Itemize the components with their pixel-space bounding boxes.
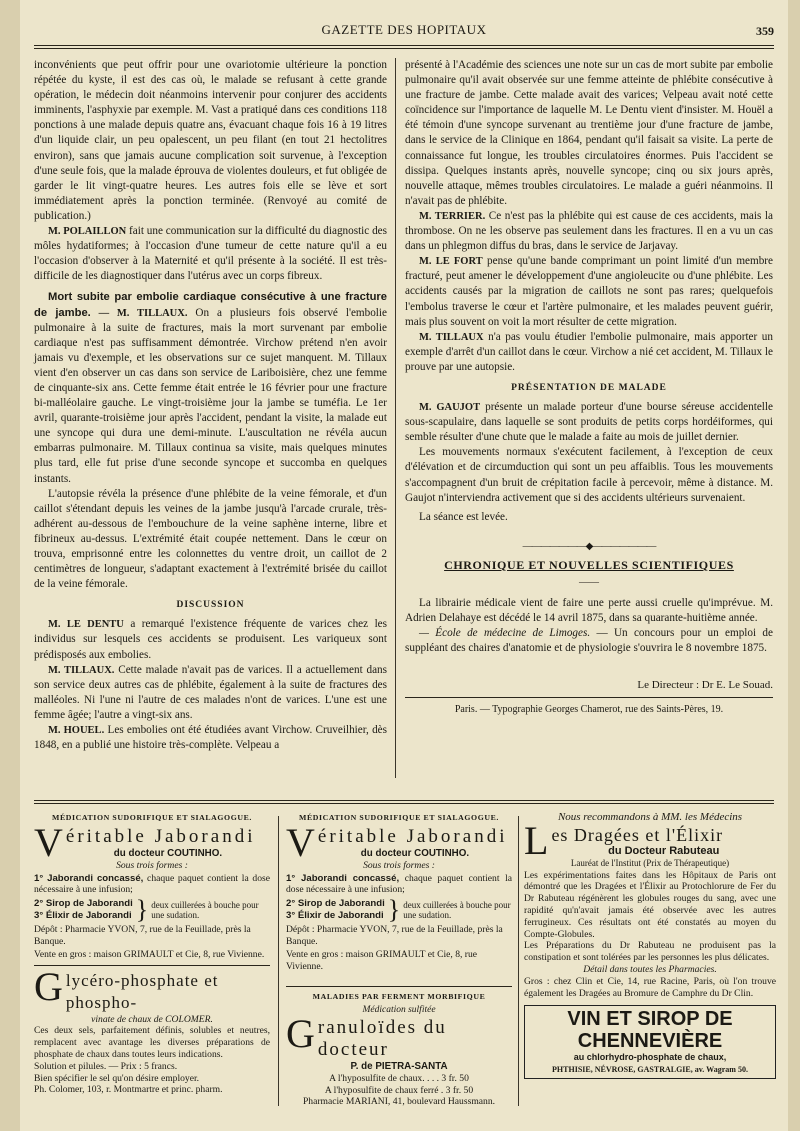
ad-subtitle: du docteur COUTINHO. [113, 847, 223, 859]
paragraph: Les mouvements normaux s'exécutent facilement, à l'exception de ceux d'élévation et de circumduction qui sont un peu affaiblis. Tous les mouvements s'accompagnent d'un bruit de crépitation facile à percevoir, même à distance. M. Gaujot n'interviendra activement que si des accidents ultérieurs survenaient. [405, 446, 773, 504]
ad-line-1: A l'hyposulfite de chaux. . . . 3 fr. 50 [329, 1072, 469, 1084]
header-rule-2 [34, 48, 774, 49]
speaker-name: M. TILLAUX [419, 331, 484, 343]
ad-title: éritable Jaborandi [65, 825, 256, 847]
ad-address: Ph. Colomer, 103, r. Montmartre et princ. pharm. [34, 1084, 223, 1096]
ad-form-1 [286, 873, 512, 897]
ad-wholesale: Gros : chez Clin et Cie, 14, rue Racine, Paris, où l'on trouve également les Dragées au Bromure de Camphre du Dr Clin. [524, 975, 776, 999]
paragraph-text: — Un concours pour un emploi de suppléant des chaires d'anatomie et de physiologie s'ouvrira le 8 novembre 1875. [405, 627, 773, 655]
paragraph [34, 224, 387, 284]
ad-form-note: deux cuillerées à bouche pour une sudation. [151, 900, 259, 921]
ads-rule-2 [34, 803, 774, 804]
ad-laureat: Lauréat de l'Institut (Prix de Thérapeutique) [570, 857, 730, 868]
ad-title-block [524, 824, 776, 858]
ad-title-block [34, 826, 270, 860]
ad-subtitle: du Docteur Rabuteau [608, 844, 720, 857]
paragraph [34, 617, 387, 662]
speaker-name: — M. TILLAUX. [90, 307, 188, 319]
chronique-heading: CHRONIQUE ET NOUVELLES SCIENTIFIQUES [444, 557, 734, 572]
speaker-name: M. LE FORT [419, 256, 483, 268]
ad-vin-sub: au chlorhydro-phosphate de chaux, [573, 1052, 727, 1063]
ad-forms-label: Sous trois formes : [363, 859, 435, 871]
ad-depot: Dépôt : Pharmacie YVON, 7, rue de la Feuillade, près la Banque. [286, 924, 503, 947]
ad-title: ranuloïdes du docteur [317, 1016, 447, 1060]
ad-recommend: Nous recommandons à MM. les Médecins [557, 811, 743, 823]
paragraph [34, 290, 387, 486]
ad-separator [518, 816, 519, 1106]
speaker-name: M. TERRIER. [419, 210, 486, 222]
paragraph-text: fait une communication sur la difficulté du diagnostic des môles hydatiformes; à l'occasion d'une tumeur de cette nature qu'il a eu l'occasion d'observer à la Maternité et qu'il présente à la société. Il est très-difficile de les diagnostiquer dans l'utérus avec un corps fibreux. [34, 225, 388, 283]
speaker-name: M. LE DENTU [48, 619, 124, 631]
paragraph [34, 723, 387, 753]
paragraph: inconvénients que peut offrir pour une ovariotomie ultérieure la ponction répétée du kyste, il est des cas où, le malade se refusant à cette grande opération, le médecin doit néanmoins intervenir pour conjurer des accidents imminents, l'asphyxie par exemple. M. Vast a pratiqué dans ces conditions 118 ponctions à une malade depuis quatre ans, évacuant chaque fois 16 à 19 litres d'un liquide clair, un peu opalescent, un peu filant (en tout 21 hectolitres environ), sans que jamais aucune complication soit survenue, à l'exception d'une seule fois, que la malade éprouva de violentes douleurs, et fut obligée de garder le lit vingt-quatre heures. Les autres fois elle se lève et sort immédiatement après la ponction terminée. (Renvoyé au comité de publication.) [34, 59, 387, 222]
short-dash: —— [579, 577, 599, 588]
advertisements [20, 812, 788, 1112]
ad-form-3: 3° Élixir de Jaborandi [286, 910, 384, 922]
ad-vin-title: VIN ET SIROP DE CHENNEVIÈRE [567, 1008, 733, 1053]
ad-glycero-title-block [34, 970, 270, 1026]
speaker-name: M. POLAILLON [48, 226, 127, 238]
ad-form-list [286, 898, 385, 922]
ad-form-name: 1° Jaborandi concassé, [286, 872, 400, 884]
speaker-name: M. TILLAUX. [48, 664, 115, 676]
ad-text: Les expérimentations faites dans les Hôpitaux de Paris ont démontré que les Dragées et l'Élixir au Protochlorure de Fer du Dr Rabuteau régénèrent les globules rouges du sang, avec une rapidité qu'n'avait jamais été observée avec les autres ferrugineux. Ces résultats ont été constatés au moyen du Compte-Globules. [524, 869, 776, 940]
paragraph [405, 209, 773, 254]
journal-title: GAZETTE DES HOPITAUX [321, 22, 487, 37]
ad-text: Les Préparations du Dr Rabuteau ne produisent pas la constipation et sont tolérées par les personnes les plus délicates. [524, 940, 776, 964]
ad-wholesale: Vente en gros : maison GRIMAULT et Cie, 8, rue Vivienne. [286, 948, 478, 972]
ad-address: Pharmacie MARIANI, 41, boulevard Haussmann. [302, 1096, 496, 1108]
paragraph-text: pense qu'une bande comprimant un point limité d'un membre fracturé, peut amener le développement d'une angioleucite ou d'une phlébite. Les accidents causés par la migration de caillots ne sont pas rares; quelquefois l'embolus traverse le cœur et l'artère pulmonaire, et les malades peuvent guérir, mais plus souvent on voit la mort résulter de cette migration. [405, 255, 773, 328]
ad-note: Bien spécifier le sel qu'on désire employer. [34, 1072, 200, 1084]
page-number: 359 [756, 24, 774, 38]
header-rule [34, 45, 774, 46]
ad-category-2: Médication sulfitée [362, 1005, 436, 1016]
ad-divider [286, 986, 512, 987]
ad-forms-brace [286, 897, 512, 923]
paragraph-text: a remarqué l'existence fréquente de varices chez les individus sur lesquels ces accidents se produisent. Les variqueux sont prédisposés aux embolies. [34, 618, 387, 661]
ads-rule [34, 800, 774, 801]
ad-category: MALADIES PAR FERMENT MORBIFIQUE [312, 992, 486, 1002]
news-title: — École de médecine de Limoges. [419, 627, 591, 640]
ad-text: Ces deux sels, parfaitement définis, solubles et neutres, remplacent avec avantage les diverses préparations de phosphate de chaux dans toutes leurs indications. [34, 1025, 270, 1060]
ad-divider [34, 965, 270, 966]
ad-vin-sub-2: PHTHISIE, NÉVROSE, GASTRALGIE, av. Wagram 50. [552, 1065, 748, 1075]
paragraph: La séance est levée. [419, 510, 508, 523]
paragraph-text: On a plusieurs fois observé l'embolie pulmonaire à la suite de fractures, mais la mort survenant par embolie cardiaque n'est pas suffisamment démontrée. Virchow prétend n'en avoir jamais vu d'exemple, et les observations sur ce sujet manquent. M. Tillaux vient d'en observer un cas dans son service de Lariboisière, chez une femme de cinquante-six ans. Cette femme était entrée le 16 février pour une fracture bi-malléolaire gauche. Le vingt-troisième jour la jambe se tuméfia. Le 1er avril, quarante-troisième jour après l'accident, pendant la visite, la malade eut une syncope qui dura une demi-minute. L'auscultation ne révéla aucun embarras pulmonaire. M. Tillaux continua sa visite, mais quelques minutes plus tard, elle fut prise d'une seconde syncope et succomba en quelques instants. [34, 306, 387, 485]
paragraph-text: Cette malade n'avait pas de varices. Il a actuellement dans son service deux autres cas de phlébite, également à la suite de fractures des malléoles. Ni l'une ni l'autre de ces malades n'ont de varices. L'une est une femme âgée; l'autre a vingt-six ans. [34, 663, 387, 721]
ad-title: éritable Jaborandi [317, 825, 508, 847]
newspaper-page [20, 0, 788, 1131]
paragraph: présenté à l'Académie des sciences une note sur un cas de mort subite par embolie pulmonaire qu'il avait observée sur une femme atteinte de phlébite consécutive à une fracture de jambe. Cette malade avait des varices; Velpeau avait noté cette coïncidence sur l'importance de laquelle M. Le Dentu vient d'insister. M. Houël a été témoin d'une syncope survenant au trentième jour d'une fracture de jambe, dans le service de la Clinique en 1864, pendant qu'il faisait sa visite. La perte de connaissance fut longue, les troubles circulatoires énormes. Puis l'accident se dissipa. Quelques instants après, nouvelle syncope; cinq ou six jours après, nouvelle attaque, mêmes troubles circulatoires. Le malade a guéri néanmoins. Il n'avait pas de phlébite. [405, 59, 773, 207]
printer-line: Paris. — Typographie Georges Chamerot, rue des Saints-Pères, 19. [454, 703, 724, 715]
ad-column-3 [524, 812, 776, 1079]
drop-cap: V [286, 825, 315, 860]
ad-vin-box [524, 1005, 776, 1079]
paragraph-text: présente un malade porteur d'une bourse séreuse accidentelle sous-scapulaire, dans laquelle se sont produits de petits corps hordéiformes, qui semble résulter d'une chute que le malade a faite au mois de juillet dernier. [405, 401, 773, 444]
left-column [34, 58, 387, 753]
ad-line-2: A l'hyposulfite de chaux ferré . 3 fr. 50 [324, 1084, 474, 1096]
ad-form-2: 2° Sirop de Jaborandi [286, 898, 385, 910]
brace-glyph: } [135, 895, 149, 925]
ad-category: MÉDICATION SUDORIFIQUE ET SIALAGOGUE. [299, 813, 499, 822]
ad-form-name: 1° Jaborandi concassé, [34, 872, 144, 884]
subsection-heading: PRÉSENTATION DE MALADE [511, 382, 667, 393]
drop-cap: L [524, 823, 549, 858]
ad-forms-label: Sous trois formes : [116, 859, 188, 871]
paragraph [34, 663, 387, 723]
page-header [20, 22, 788, 42]
ad-column-2 [286, 812, 512, 1108]
ad-subtitle: P. de PIETRA-SANTA [350, 1060, 448, 1072]
paragraph [405, 400, 773, 445]
ad-separator [278, 816, 279, 1106]
ad-form-1 [34, 873, 270, 897]
paragraph: La librairie médicale vient de faire une perte aussi cruelle qu'imprévue. M. Adrien Delahaye est décédé le 14 avril 1875, dans sa quarante-huitième année. [405, 597, 773, 625]
ad-depot: Dépôt : Pharmacie YVON, 7, rue de la Feuillade, près la Banque. [34, 924, 251, 947]
ad-form-3: 3° Élixir de Jaborandi [34, 910, 132, 922]
brace-glyph: } [387, 895, 401, 925]
ad-form-2: 2° Sirop de Jaborandi [34, 898, 133, 910]
ad-title: lycéro-phosphate et phospho- [65, 970, 219, 1012]
speaker-name: M. HOUEL. [48, 725, 105, 737]
director-signature: Le Directeur : Dr E. Le Souad. [637, 679, 773, 692]
paragraph-text: Ce n'est pas la phlébite qui est cause de ces accidents, mais la thrombose. On ne les observe pas seulement dans les fractures. Il en a vu un cas dans un phlegmon diffus du bras, dans le service de Jarjavay. [405, 209, 773, 253]
column-separator [395, 58, 396, 778]
paragraph [405, 626, 773, 656]
subsection-heading: DISCUSSION [176, 600, 245, 611]
paragraph-text: n'a pas voulu étudier l'embolie pulmonaire, mais apporter un exemple d'arrêt d'un caillot dans le cœur. Virchow a nié cet accident, M. Tillaux le prouve par une autopsie. [405, 330, 773, 373]
paragraph-text: Les embolies ont été étudiées avant Virchow. Cruveilhier, dès 1848, en a publié une histoire très-complète. Velpeau a [34, 724, 388, 752]
ad-title: es Dragées et l'Élixir [551, 824, 724, 845]
drop-cap: G [286, 1016, 315, 1056]
drop-cap: G [34, 969, 63, 1009]
ad-column-1 [34, 812, 270, 1096]
signature-rule [405, 697, 773, 698]
speaker-name: M. GAUJOT [419, 402, 481, 414]
section-heading: Mort subite par embolie cardiaque consécutive à une fracture de jambe. [34, 291, 387, 319]
ad-subtitle: du docteur COUTINHO. [360, 847, 470, 859]
ad-form-text: chaque paquet contient la dose nécessaire à une infusion; [286, 872, 512, 896]
ad-granules-title-block [286, 1017, 512, 1073]
ad-form-note: deux cuillerées à bouche pour une sudation. [403, 900, 511, 921]
ad-title-2: vinate de chaux de COLOMER. [91, 1013, 213, 1025]
drop-cap: V [34, 825, 63, 860]
ad-forms: Solution et pilules. — Prix : 5 francs. [34, 1060, 178, 1072]
paragraph [405, 254, 773, 329]
ad-forms-brace [34, 897, 270, 923]
ad-detail: Détail dans toutes les Pharmacies. [583, 963, 717, 975]
ad-form-text: chaque paquet contient la dose nécessaire à une infusion; [34, 872, 270, 896]
ornament-divider: ———————◆——————— [522, 540, 656, 552]
ad-form-list [34, 898, 133, 922]
paragraph: L'autopsie révéla la présence d'une phlébite de la veine fémorale, et d'un caillot s'étendant depuis les veines de la jambe jusqu'à l'arcade crurale, très-adhérent au-dessous de l'embouchure de la veine saphène interne, libre et fibrineux au-dessus. L'extrémité était coupée nettement. Dans le cœur on trouva, emprisonné entre les colonnettes du ventre droit, un caillot de 2 centimètres de longueur, s'adaptant exactement à l'extrémité brisée du caillot de la veine fémorale. [34, 487, 387, 591]
ad-wholesale: Vente en gros : maison GRIMAULT et Cie, 8, rue Vivienne. [34, 948, 265, 960]
right-column [405, 58, 773, 717]
paragraph [405, 330, 773, 375]
ad-title-block [286, 826, 512, 860]
ad-category: MÉDICATION SUDORIFIQUE ET SIALAGOGUE. [52, 813, 252, 822]
